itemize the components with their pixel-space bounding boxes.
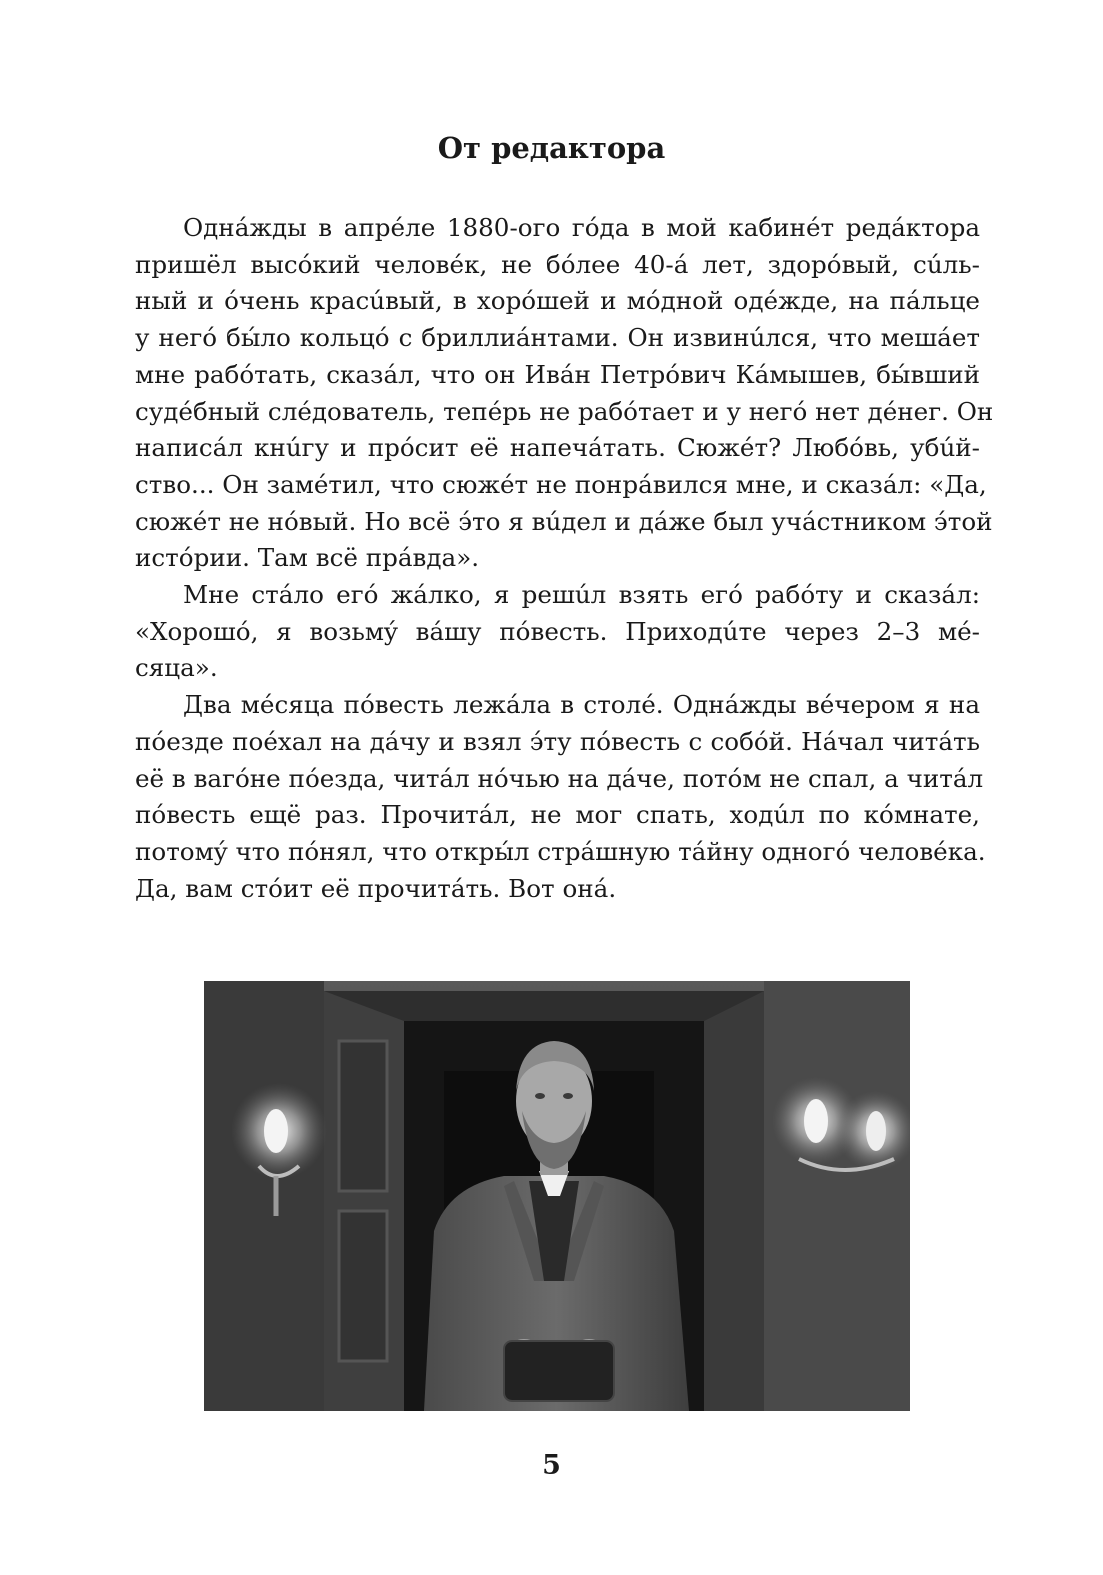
text-line: мне рабóтать, сказáл, что он Ивáн Петрóвич Кáмышев, бы́вший (135, 359, 980, 389)
text-line: потомý что пóнял, что откры́л стрáшную тáйну одногó человéка. (135, 836, 986, 866)
photo-illustration (204, 981, 910, 1411)
page-number: 5 (542, 1450, 561, 1481)
text-line: судéбный слéдователь, тепéрь не рабóтает и у негó нет дéнег. Он (135, 396, 994, 426)
text-line: пóезде поéхал на дáчу и взял э́ту пóвесть с собóй. Нáчал читáть (135, 726, 980, 756)
text-line: истóрии. Там всё прáвда». (135, 543, 480, 573)
text-line: её в вагóне пóезда, читáл нóчью на дáче, потóм не спал, а читáл (135, 763, 984, 793)
text-line: написáл кнúгу и прóсит её напечáтать. Сюжéт? Любóвь, убúй- (135, 433, 980, 463)
text-line: Да, вам стóит её прочитáть. Вот онá. (135, 873, 617, 903)
text-line: ный и óчень красúвый, в хорóшей и мóдной одéжде, на пáльце (135, 286, 980, 316)
page-title: От редактора (437, 131, 666, 165)
text-line: сяца». (135, 653, 218, 683)
text-line: пришёл высóкий человéк, не бóлее 40-á лет, здорóвый, сúль- (135, 249, 980, 279)
text-line: сюжéт не нóвый. Но всё э́то я вúдел и дáже был учáстником э́той (135, 506, 993, 536)
paragraph (135, 687, 986, 907)
text-line: «Хорошó, я возьмý вáшу пóвесть. Приходúте через 2–3 мé- (135, 616, 980, 646)
text-line: Два мéсяца пóвесть лежáла в столé. Однáжды вéчером я на (183, 690, 980, 720)
film-still-photo (204, 981, 910, 1411)
text-line: Мне стáло егó жáлко, я решúл взять егó рабóту и сказáл: (183, 580, 980, 610)
text-line: Однáжды в апрéле 1880-ого гóда в мой кабинéт редáктора (183, 213, 980, 242)
paragraph (135, 577, 980, 687)
text-line: у негó бы́ло кольцó с бриллиáнтами. Он извинúлся, что мешáет (135, 323, 980, 353)
paragraph (135, 210, 994, 577)
text-line: пóвесть ещё раз. Прочитáл, не мог спать, ходúл по кóмнате, (135, 800, 980, 830)
text-line: ство... Он замéтил, что сюжéт не понрáвился мне, и сказáл: «Да, (135, 469, 987, 499)
body-text (135, 210, 994, 907)
